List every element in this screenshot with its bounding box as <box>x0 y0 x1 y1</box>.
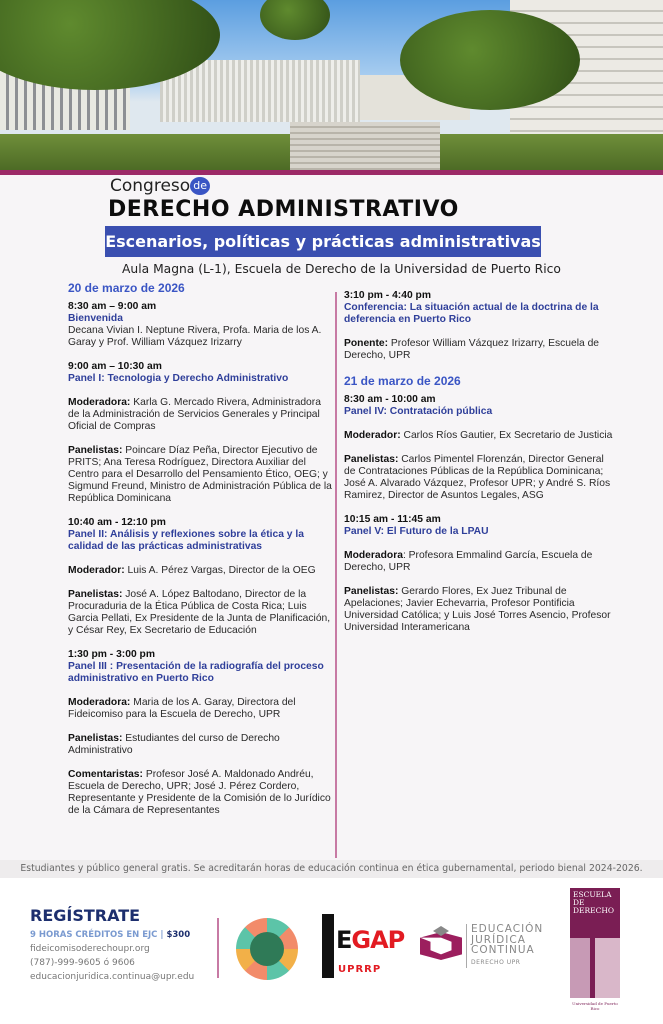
subtitle-banner: Escenarios, políticas y prácticas administrativas <box>105 226 541 257</box>
session-role <box>68 445 332 505</box>
role-people: Karla G. Mercado Rivera, Administradora de la Administración de Servicios Generales y Principal Oficial de Compras <box>68 397 321 432</box>
role-label: Comentaristas: <box>68 769 143 780</box>
role-people: Maria de los A. Garay, Directora del Fideicomiso para la Escuela de Derecho, UPR <box>68 697 296 720</box>
session-role <box>344 454 616 502</box>
session-title: Panel IV: Contratación pública <box>344 406 493 417</box>
session <box>68 301 332 349</box>
accreditation-note: Estudiantes y público general gratis. Se acreditarán horas de educación continua en ética gubernamental, periodo bienal 2024-2026. <box>0 860 663 878</box>
role-people: : Profesora Emmalind García, Escuela de Derecho, UPR <box>344 550 593 573</box>
session-title: Panel I: Tecnologia y Derecho Administrativo <box>68 373 289 384</box>
de-badge: de <box>190 177 210 195</box>
role-label: Moderadora: <box>68 697 131 708</box>
session-role <box>68 565 332 577</box>
phone: (787)-999-9605 ó 9606 <box>30 958 135 968</box>
website-link[interactable]: fideicomisoderechoupr.org <box>30 944 150 954</box>
accent-bar <box>0 170 663 175</box>
footer-divider <box>217 918 219 978</box>
credits-info: 9 HORAS CRÉDITOS EN EJC | $300 <box>30 930 191 940</box>
session-time: 1:30 pm - 3:00 pm <box>68 649 155 660</box>
session-title: Panel V: El Futuro de la LPAU <box>344 526 489 537</box>
educacion-juridica-logo-icon <box>420 926 462 960</box>
role-people: Estudiantes del curso de Derecho Administrativo <box>68 733 280 756</box>
role-label: Panelistas: <box>68 733 123 744</box>
role-label: Moderador: <box>68 565 125 576</box>
role-label: Panelistas: <box>344 586 399 597</box>
role-people: Carlos Pimentel Florenzán, Director General de Contrataciones Públicas de la República Dominicana; José A. Alvarado Vázquez, Profesor UPR; y André S. Ríos Ramirez, Director de Asuntos Legales, ASG <box>344 454 611 501</box>
escuela-derecho-logo-caption: Universidad de Puerto Rico <box>572 1001 618 1011</box>
role-label: Ponente: <box>344 338 389 349</box>
footer <box>0 878 663 1024</box>
session-time: 3:10 pm - 4:40 pm <box>344 290 431 301</box>
role-people: Profesor William Vázquez Irizarry, Escuela de Derecho, UPR <box>344 338 600 361</box>
educacion-juridica-logo: EDUCACIÓN JURÍDICA CONTINUA DERECHO UPR <box>466 924 543 968</box>
session-role <box>68 697 332 721</box>
session <box>344 514 616 634</box>
escuela-derecho-logo: ESCUELA DE DERECHO <box>570 888 620 998</box>
session-title: Panel III : Presentación de la radiografía del proceso administrativo en Puerto Rico <box>68 661 324 684</box>
price: $300 <box>166 930 191 940</box>
column-divider <box>335 292 337 858</box>
session-role <box>68 769 332 817</box>
session-role <box>344 338 616 362</box>
session-time: 10:40 am - 12:10 pm <box>68 517 166 528</box>
role-label: Panelistas: <box>344 454 399 465</box>
session-title: Conferencia: La situación actual de la doctrina de la deferencia en Puerto Rico <box>344 302 599 325</box>
session <box>68 361 332 505</box>
role-people: José A. López Baltodano, Director de la Procuraduria de la Ética Pública de Costa Rica; Luis Garcia Pellati, Ex Presidente de la Junta de Planificación, y César Rey, Ex Secretario de Educación <box>68 589 331 636</box>
email-link[interactable]: educacionjuridica.continua@upr.edu <box>30 972 195 982</box>
session-time: 8:30 am - 10:00 am <box>344 394 436 405</box>
role-label: Panelistas: <box>68 445 123 456</box>
campus-photo <box>0 0 663 170</box>
session-time: 10:15 am - 11:45 am <box>344 514 441 525</box>
egap-logo: EGAP UPRRP <box>322 914 404 978</box>
role-label: Moderador: <box>344 430 401 441</box>
page-title: DERECHO ADMINISTRATIVO <box>108 197 459 222</box>
register-heading[interactable]: REGÍSTRATE <box>30 906 141 925</box>
role-label: Panelistas: <box>68 589 123 600</box>
role-people: Luis A. Pérez Vargas, Director de la OEG <box>124 565 316 576</box>
role-people: Carlos Ríos Gautier, Ex Secretario de Justicia <box>400 430 613 441</box>
session <box>344 394 616 502</box>
location: Aula Magna (L-1), Escuela de Derecho de la Universidad de Puerto Rico <box>122 262 561 276</box>
role-people: Profesor José A. Maldonado Andréu, Escuela de Derecho, UPR; José J. Pérez Cordero, Representante y Presidente de la Comisión de lo Jurídico de la Cámara de Representantes <box>68 769 331 816</box>
session-role <box>344 550 616 574</box>
congreso-label: Congreso de <box>110 176 210 196</box>
session-role <box>344 586 616 634</box>
session-role <box>344 430 616 442</box>
session-role <box>68 397 332 433</box>
session-time: 9:00 am – 10:30 am <box>68 361 162 372</box>
session <box>68 649 332 817</box>
role-label: Moderadora: <box>68 397 131 408</box>
seal-logo <box>236 918 298 980</box>
session-time: 8:30 am – 9:00 am <box>68 301 157 312</box>
date-heading: 20 de marzo de 2026 <box>68 281 185 295</box>
date-heading: 21 de marzo de 2026 <box>344 374 461 388</box>
program-left-column <box>68 281 332 817</box>
role-people: Gerardo Flores, Ex Juez Tribunal de Apelaciones; Javier Echevarria, Profesor Pontificia Universidad Católica; y Luis José Torres Asencio, Profesor Universidad Interamericana <box>344 586 611 633</box>
session-role <box>68 733 332 757</box>
session-title: Panel II: Análisis y reflexiones sobre la ética y la calidad de las prácticas administrativas <box>68 529 304 552</box>
role-people: Poincare Díaz Peña, Director Ejecutivo de PRITS; Ana Teresa Rodríguez, Directora Auxiliar del Centro para el Desarrollo del Pensamiento Ético, OEG; y Sigmund Freund, Ministro de Administración Pública de la República Dominicana <box>68 445 332 504</box>
session-title: Bienvenida <box>68 313 123 324</box>
role-label: Moderadora <box>344 550 403 561</box>
session-role <box>68 589 332 637</box>
session <box>68 517 332 637</box>
session <box>344 290 616 362</box>
session-speakers: Decana Vivian I. Neptune Rivera, Profa. Maria de los A. Garay y Prof. William Vázquez Irizarry <box>68 325 322 348</box>
program-right-column <box>344 290 616 634</box>
